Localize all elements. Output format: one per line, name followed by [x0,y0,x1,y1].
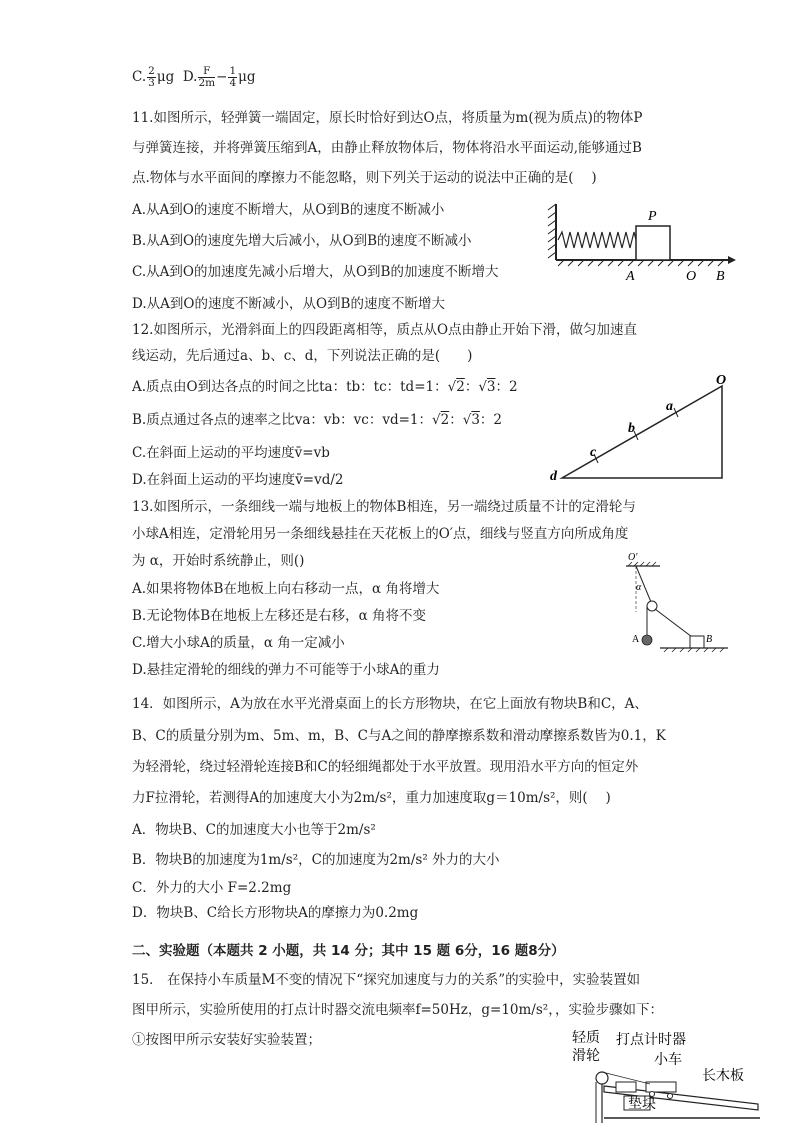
q11-option-a: A.从A到O的速度不断增大，从O到B的速度不断减小 [132,202,445,218]
label-board: 长木板 [702,1069,744,1084]
q11-stem-1: 11.如图所示，轻弹簧一端固定，原长时恰好到达O点，将质量为m(视为质点)的物体P [132,110,643,126]
q12-option-a: A.质点由O到达各点的时间之比ta：tb：tc：td=1：√2：√3：2 [132,379,518,395]
q13-stem-1: 13.如图所示，一条细线一端与地板上的物体B相连，另一端绕过质量不计的定滑轮与 [132,499,636,515]
fraction-f-over-2m: $\frac{F}{2m}$ [198,65,216,89]
label-d: d [550,469,557,484]
q13-pulley-figure [624,552,734,660]
option-d-tail: μg [238,69,256,85]
spring [558,232,636,248]
label-pulley-1: 轻质 [572,1031,600,1046]
option-c-tail: μg [156,69,175,85]
q15-stem-2: 图甲所示，实验所使用的打点计时器交流电频率f=50Hz，g=10m/s²，，实验步骤如下： [132,1002,663,1018]
fraction-two-thirds: $\frac{2}{3}$ [148,65,155,89]
label-o-prime: O′ [628,552,638,563]
label-block: 垫块 [628,1097,656,1112]
q14-option-d: D．物块B、C给长方形物块A的摩擦力为0.2mg [132,905,419,921]
label-p: P [648,209,657,224]
q15-stem-1: 15． 在保持小车质量M不变的情况下“探究加速度与力的关系”的实验中，实验装置如 [132,972,641,988]
q11-option-d: D.从A到O的速度不断减小，从O到B的速度不断增大 [132,296,445,312]
label-a: A [626,269,635,284]
q14-option-c: C．外力的大小 F=2.2mg [132,880,292,896]
label-b: B [706,634,713,645]
block-p [636,226,670,260]
fraction-one-quarter: $\frac{1}{4}$ [229,65,237,89]
block-b [690,636,704,648]
q12-option-b: B.质点通过各点的速率之比va：vb：vc：vd=1：√2：√3：2 [132,412,503,428]
option-d-label: D. [182,69,198,85]
q13-option-d: D.悬挂定滑轮的细线的弹力不可能等于小球A的重力 [132,662,440,678]
label-alpha: α [636,582,642,593]
label-b: B [716,269,725,284]
q12-incline-figure [548,372,738,484]
q12-stem-2: 线运动，先后通过a、b、c、d，下列说法正确的是( ) [132,348,473,364]
q14-stem-2: B、C的质量分别为m、5m、m，B、C与A之间的静摩擦系数和滑动摩擦系数皆为0.1，K [132,728,666,744]
pulley [596,1072,608,1084]
label-o: O [686,269,697,284]
q11-option-c: C.从A到O的加速度先减小后增大，从O到B的加速度不断增大 [132,264,499,280]
q11-stem-3: 点.物体与水平面间的摩擦力不能忽略，则下列关于运动的说法中正确的是( ) [132,170,597,186]
label-b: b [628,421,635,436]
q13-option-a: A.如果将物体B在地板上向右移动一点，α 角将增大 [132,581,440,597]
q15-step-1: ①按图甲所示安装好实验装置； [132,1032,321,1048]
q12-option-d: D.在斜面上运动的平均速度v̄=vd/2 [132,472,344,488]
label-c: c [590,445,597,460]
section2-heading: 二、实验题（本题共 2 小题，共 14 分；其中 15 题 6分，16 题8分） [132,943,565,959]
q14-option-a: A．物块B、C的加速度大小也等于2m/s² [132,822,376,838]
label-o: O [716,373,727,388]
q11-option-b: B.从A到O的速度先增大后减小，从O到B的速度不断减小 [132,233,472,249]
q14-option-b: B．物块B的加速度为1m/s²，C的加速度为2m/s² 外力的大小 [132,852,500,868]
label-a: a [666,399,673,414]
q12-option-c: C.在斜面上运动的平均速度v̄=vb [132,445,330,461]
label-cart: 小车 [654,1053,682,1068]
label-a: A [632,634,640,645]
q11-spring-figure [548,200,738,282]
top-options-line: C. $\frac{2}{3}$ μg D. $\frac{F}{2m}$ − $\frac{1}{4}$ μg [132,65,256,89]
q13-option-b: B.无论物体B在地板上左移还是右移，α 角将不变 [132,608,427,624]
label-pulley-2: 滑轮 [572,1049,600,1064]
q13-stem-3: 为 α，开始时系统静止，则() [132,553,305,569]
label-timer: 打点计时器 [616,1033,686,1048]
ball-a [642,635,652,645]
q11-stem-2: 与弹簧连接，并将弹簧压缩到A，由静止释放物体后，物体将沿水平面运动,能够通过B [132,140,642,156]
q13-option-c: C.增大小球A的质量，α 角一定减小 [132,635,345,651]
q14-stem-4: 力F拉滑轮，若测得A的加速度大小为2m/s²，重力加速度取g＝10m/s²，则( ) [132,790,611,806]
q14-stem-3: 为轻滑轮，绕过轻滑轮连接B和C的轻细绳都处于水平放置。现用沿水平方向的恒定外 [132,759,639,775]
q13-stem-2: 小球A相连，定滑轮用另一条细线悬挂在天花板上的O′点，细线与竖直方向所成角度 [132,526,629,542]
cart [646,1082,676,1092]
q12-stem-1: 12.如图所示，光滑斜面上的四段距离相等，质点从O点由静止开始下滑，做匀加速直 [132,322,638,338]
option-c-label: C. [132,69,147,85]
q15-apparatus-figure [572,1026,770,1123]
q14-stem-1: 14．如图所示，A为放在水平光滑桌面上的长方形物块，在它上面放有物块B和C，A、 [132,696,648,712]
timer-block [616,1082,636,1092]
